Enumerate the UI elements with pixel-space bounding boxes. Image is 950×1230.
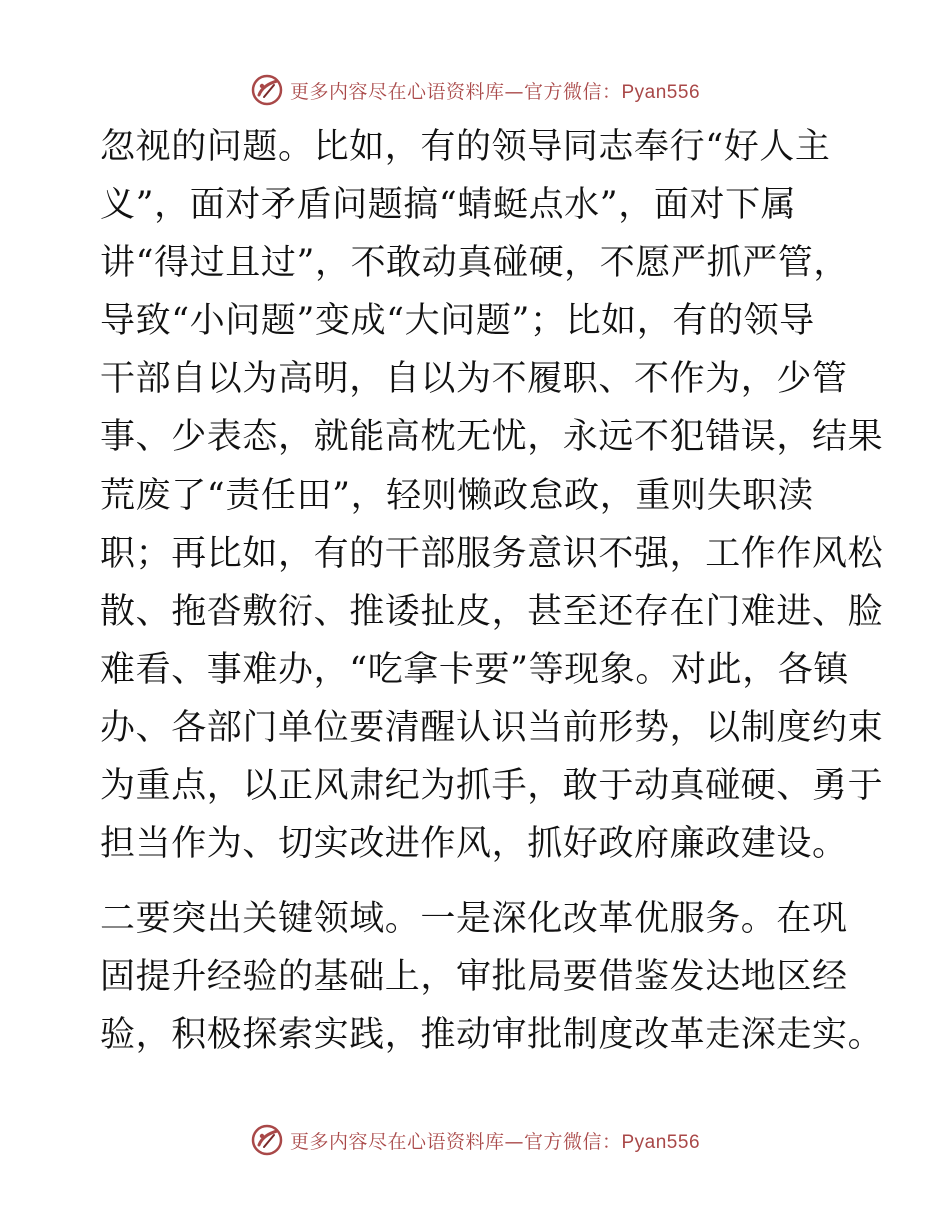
text-line: 验，积极探索实践，推动审批制度改革走深走实。 <box>100 1015 884 1056</box>
text-line: 难看、事难办，“吃拿卡要”等现象。对此，各镇 <box>100 649 849 690</box>
paragraph-spacer <box>100 873 860 890</box>
text-line: 义”，面对矛盾问题搞“蜻蜓点水”，面对下属 <box>100 185 797 226</box>
header-watermark <box>0 70 950 110</box>
paragraph-2 <box>100 890 884 1064</box>
text-line: 为重点，以正风肃纪为抓手，敢于动真碰硬、勇于 <box>100 766 884 807</box>
watermark-text: 更多内容尽在心语资料库—官方微信：Pyan556 <box>289 80 701 103</box>
watermark-text: 更多内容尽在心语资料库—官方微信：Pyan556 <box>289 1130 701 1153</box>
watermark-logo-icon <box>250 1123 284 1157</box>
text-line: 职；再比如，有的干部服务意识不强，工作作风松 <box>100 533 884 574</box>
text-line: 二要突出关键领域。一是深化改革优服务。在巩 <box>100 899 848 940</box>
footer-watermark <box>0 1120 950 1160</box>
watermark-logo-icon <box>250 73 284 107</box>
text-line: 荒废了“责任田”，轻则懒政怠政，重则失职渎 <box>100 475 814 516</box>
text-line: 担当作为、切实改进作风，抓好政府廉政建设。 <box>100 824 848 865</box>
text-line: 干部自以为高明，自以为不履职、不作为，少管 <box>100 359 848 400</box>
text-line: 事、少表态，就能高枕无忧，永远不犯错误，结果 <box>100 417 884 458</box>
text-line: 散、拖沓敷衍、推诿扯皮，甚至还存在门难进、脸 <box>100 591 884 632</box>
text-line: 固提升经验的基础上，审批局要借鉴发达地区经 <box>100 957 848 998</box>
paragraph-1 <box>100 118 884 873</box>
text-line: 忽视的问题。比如，有的领导同志奉行“好人主 <box>100 127 831 167</box>
text-line: 办、各部门单位要清醒认识当前形势，以制度约束 <box>100 707 884 748</box>
text-line: 导致“小问题”变成“大问题”；比如，有的领导 <box>100 301 815 342</box>
text-line: 讲“得过且过”，不敢动真碰硬，不愿严抓严管， <box>100 243 849 284</box>
document-body <box>100 118 884 1065</box>
